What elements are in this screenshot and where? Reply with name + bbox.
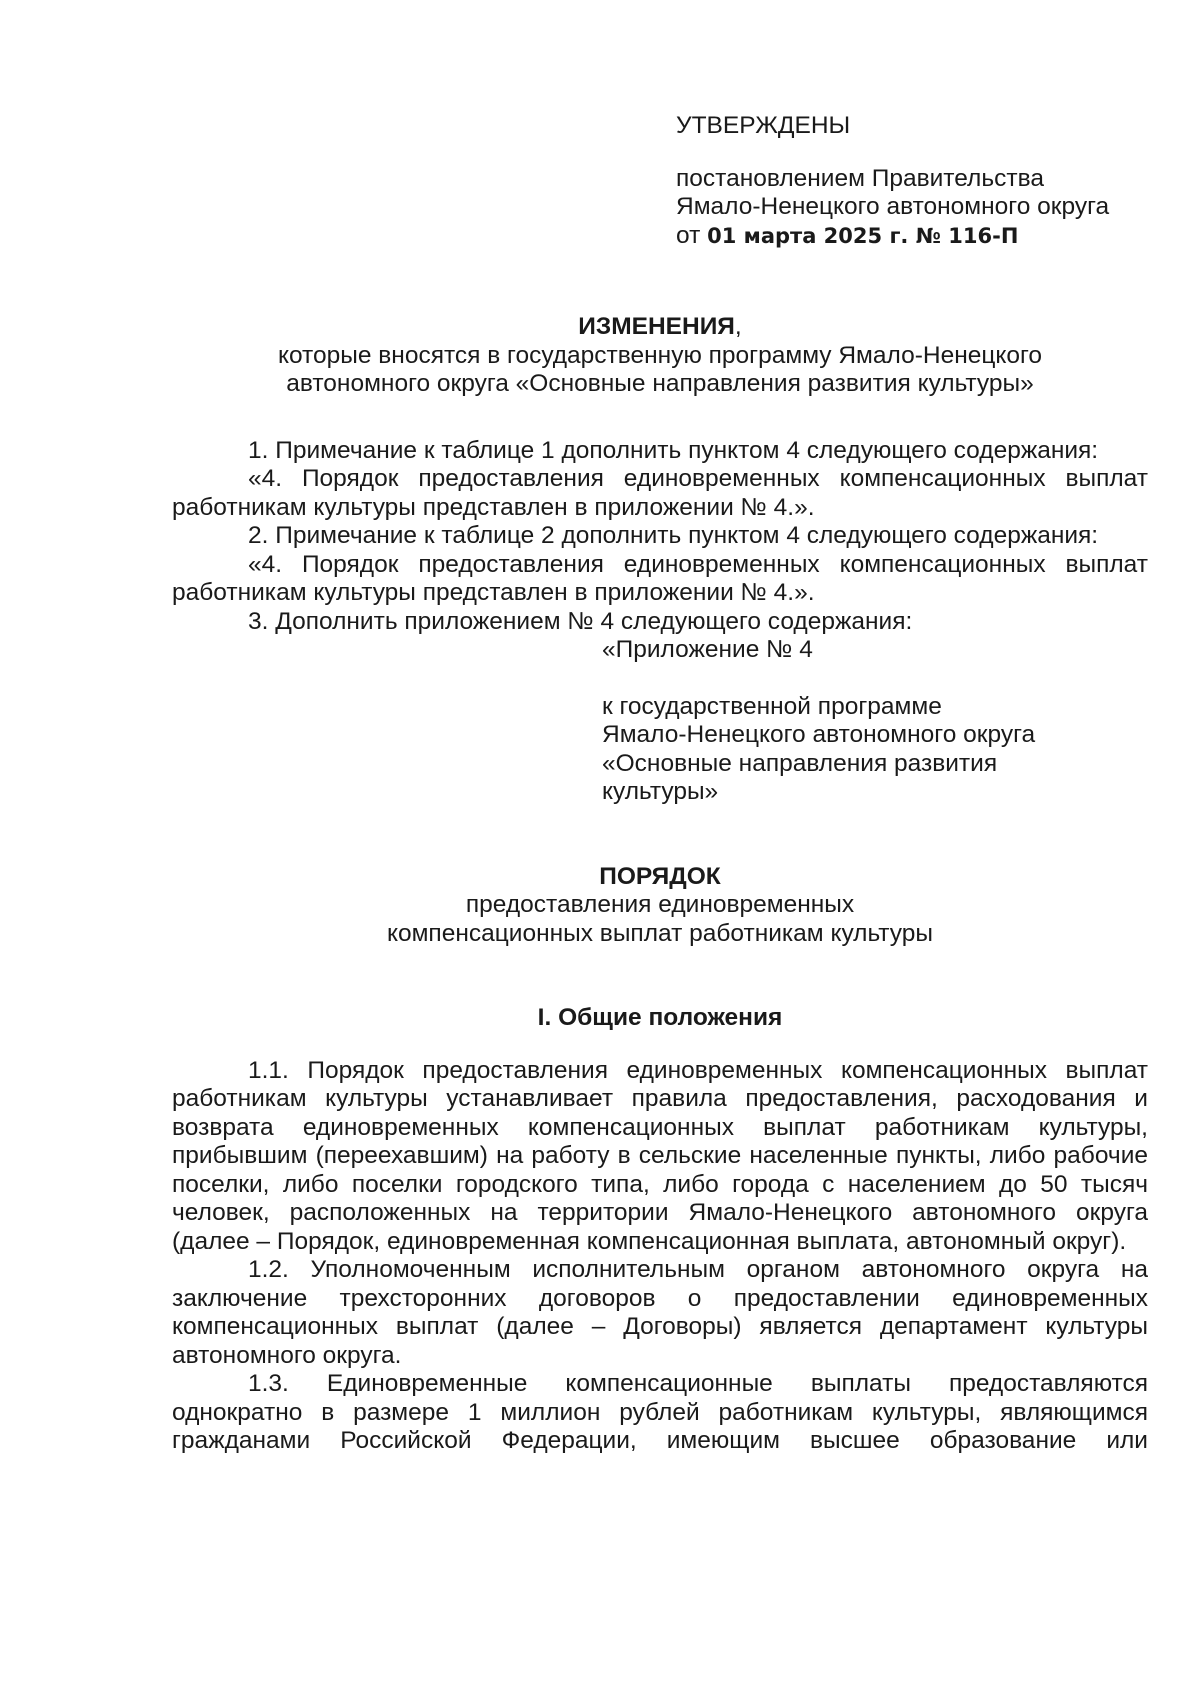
document-body	[172, 313, 1148, 1456]
change-item-3: 3. Дополнить приложением № 4 следующего содержания:	[248, 607, 913, 635]
approval-line-2: Ямало-Ненецкого автономного округа	[676, 193, 1110, 220]
change-item-1-text: «4. Порядок предоставления единовременных компенсационных выплат работникам культуры представлен в приложении № 4.».	[172, 465, 1148, 521]
decree-date-prefix: от	[676, 221, 708, 249]
paragraph-1-2: 1.2. Уполномоченным исполнительным органом автономного округа на заключение трехсторонних договоров о предоставлении единовременных компенсационных выплат (далее – Договоры) является департамент культуры автономного округа.	[172, 1256, 1148, 1369]
approval-line-1: постановлением Правительства	[676, 164, 1044, 192]
document-title-text: ИЗМЕНЕНИЯ	[578, 313, 735, 340]
annex-line-4: культуры»	[602, 778, 719, 805]
change-item-2: 2. Примечание к таблице 2 дополнить пунктом 4 следующего содержания:	[248, 522, 1099, 549]
order-subtitle-line-1: предоставления единовременных	[465, 891, 855, 918]
annex-line-1: к государственной программе	[602, 692, 942, 720]
annex-header	[602, 636, 1072, 807]
paragraph-1-1: 1.1. Порядок предоставления единовременных компенсационных выплат работникам культуры устанавливает правила предоставления, расходования и возврата единовременных компенсационных выплат работникам культуры, прибывшим (переехавшим) на работу в сельские населенные пункты, либо рабочие поселки, либо поселки городского типа, либо города с населением до 50 тысяч человек, расположенных на территории Ямало-Ненецкого автономного округа (далее – Порядок, единовременная компенсационная выплата, автономный округ).	[172, 1056, 1148, 1255]
change-item-2-text: «4. Порядок предоставления единовременных компенсационных выплат работникам культуры представлен в приложении № 4.».	[172, 550, 1148, 606]
approval-block	[676, 112, 1156, 250]
document-title-suffix: ,	[734, 313, 742, 340]
document-subtitle-line-1: которые вносятся в государственную программу Ямало-Ненецкого	[277, 341, 1043, 369]
order-title: ПОРЯДОК	[599, 862, 721, 890]
document-subtitle-line-2: автономного округа «Основные направления развития культуры»	[286, 370, 1034, 397]
approval-heading: УТВЕРЖДЕНЫ	[676, 112, 851, 139]
decree-date-value: 01 марта 2025 г. № 116-П	[707, 223, 1019, 248]
section-heading: I. Общие положения	[537, 1004, 783, 1031]
decree-date	[676, 222, 1156, 251]
order-subtitle-line-2: компенсационных выплат работникам культуры	[386, 919, 934, 947]
annex-title: «Приложение № 4	[602, 636, 813, 663]
document-title	[172, 313, 1148, 342]
paragraph-1-3: 1.3. Единовременные компенсационные выплаты предоставляются однократно в размере 1 миллион рублей работникам культуры, являющимся гражданами Российской Федерации, имеющим высшее образование или	[172, 1370, 1148, 1454]
change-item-1: 1. Примечание к таблице 1 дополнить пунктом 4 следующего содержания:	[248, 436, 1099, 464]
annex-line-3: «Основные направления развития	[602, 749, 998, 777]
annex-line-2: Ямало-Ненецкого автономного округа	[602, 721, 1036, 748]
